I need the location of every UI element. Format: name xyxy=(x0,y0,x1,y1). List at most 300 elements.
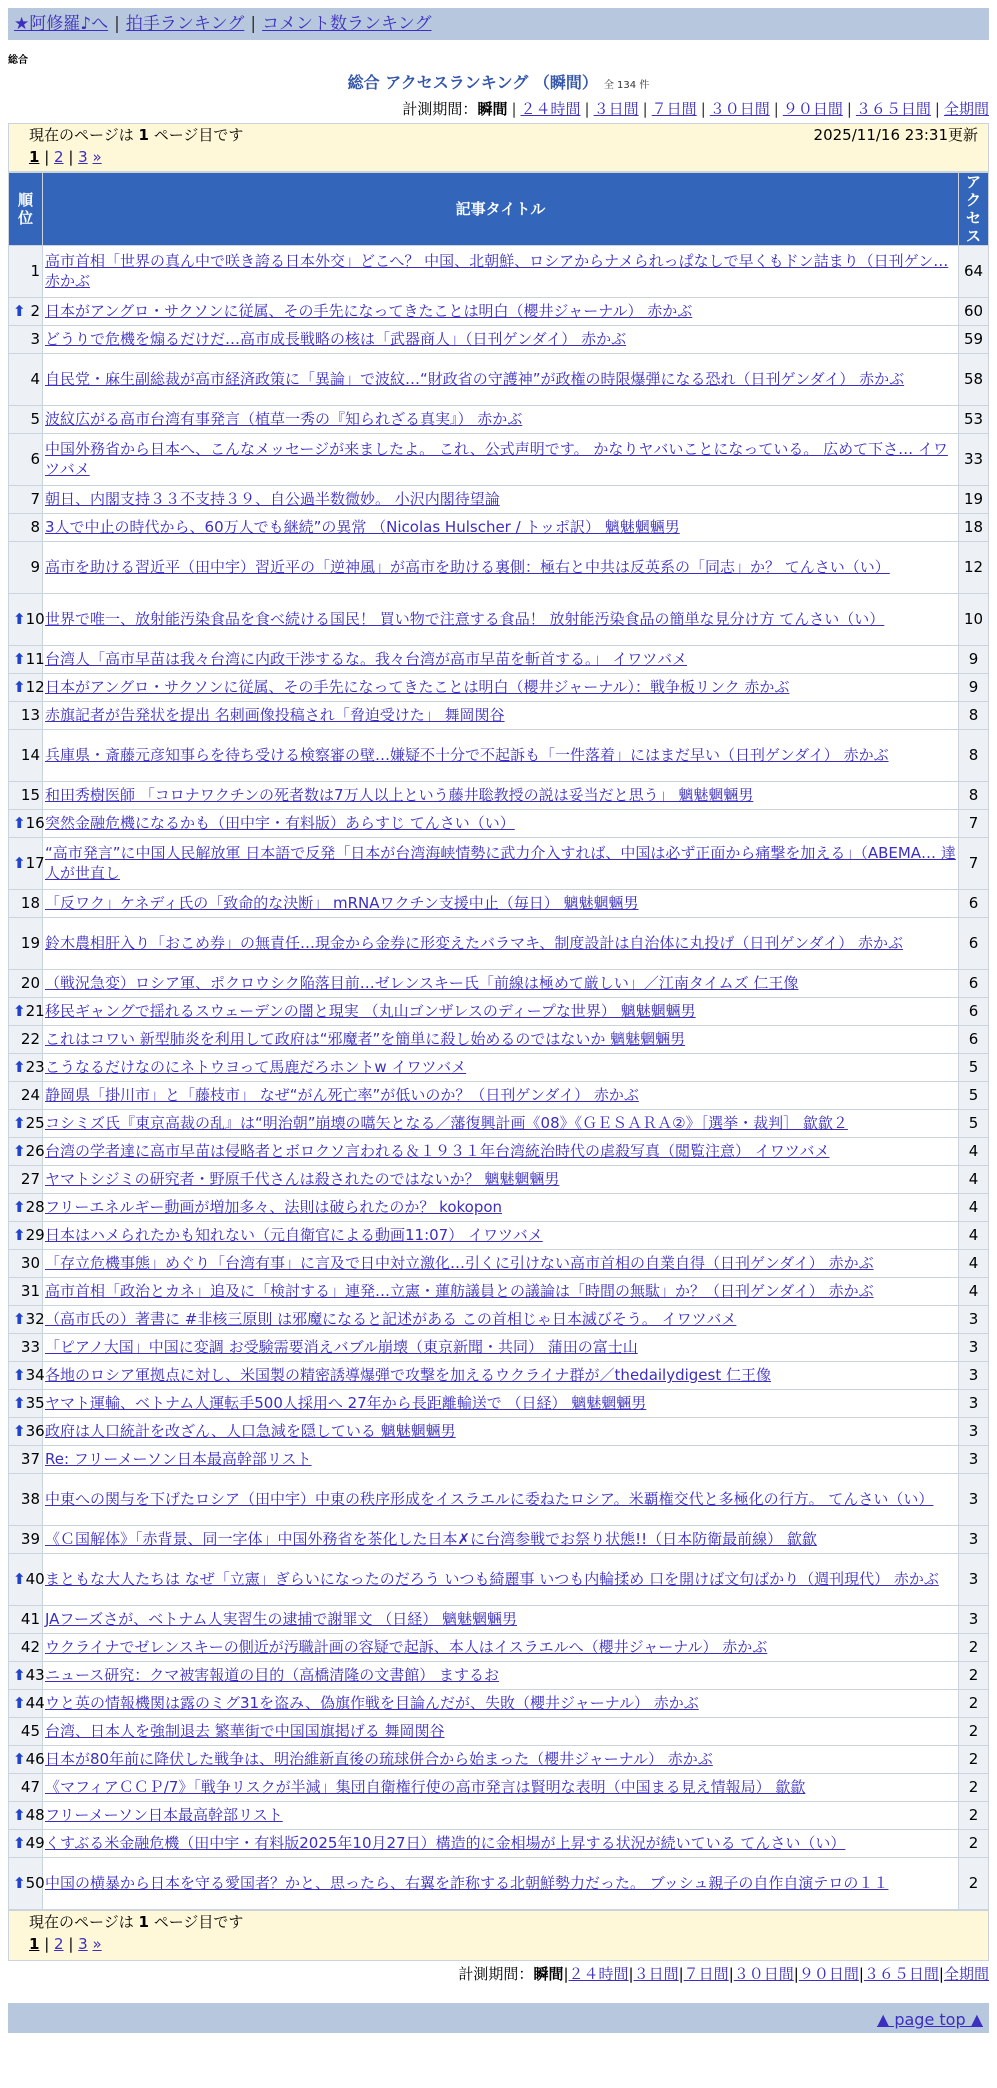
title-cell xyxy=(43,1418,959,1446)
access-count: 7 xyxy=(959,810,989,838)
access-count: 6 xyxy=(959,998,989,1026)
period-option[interactable]: 全期間 xyxy=(943,99,989,118)
rank-up-arrow-icon: ⬆ xyxy=(13,1666,26,1685)
title-cell xyxy=(43,1278,959,1306)
article-link[interactable]: 日本がアングロ・サクソンに従属、その手先になってきたことは明白（櫻井ジャーナル） 赤かぶ xyxy=(45,302,693,321)
access-count: 2 xyxy=(959,1718,989,1746)
access-count: 3 xyxy=(959,1390,989,1418)
updated-time: 2025/11/16 23:31更新 xyxy=(813,126,978,145)
rank-number: 48 xyxy=(25,1806,45,1825)
table-row xyxy=(9,702,989,730)
access-count: 12 xyxy=(959,542,989,594)
table-row xyxy=(9,674,989,702)
table-row xyxy=(9,810,989,838)
rank-cell xyxy=(9,434,43,486)
rank-number: 35 xyxy=(25,1394,45,1413)
article-link[interactable]: 各地のロシア軍拠点に対し、米国製の精密誘導爆弾で攻撃を加えるウクライナ群が／thedailydigest 仁王像 xyxy=(45,1366,771,1385)
article-link[interactable]: 中国外務省から日本へ、こんなメッセージが来ましたよ。 これ、公式声明です。 かなりヤバいことになっている。 広めて下さ… イワツバメ xyxy=(45,440,948,478)
rank-number: 3 xyxy=(30,330,40,349)
article-link[interactable]: これはコワい 新型肺炎を利用して政府は“邪魔者”を簡単に殺し始めるのではないか 魑魅魍魎男 xyxy=(45,1030,686,1049)
rank-cell xyxy=(9,514,43,542)
rank-cell xyxy=(9,1278,43,1306)
table-row xyxy=(9,1634,989,1662)
access-count: 2 xyxy=(959,1802,989,1830)
article-link[interactable]: ニュース研究：クマ被害報道の目的（高橋清隆の文書館） まするお xyxy=(45,1666,500,1685)
ranking-title: 総合 アクセスランキング （瞬間） xyxy=(347,73,598,92)
access-count: 4 xyxy=(959,1138,989,1166)
article-link[interactable]: 「反ワク」ケネディ氏の「致命的な決断」 mRNAワクチン支援中止（毎日） 魑魅魍魎男 xyxy=(45,894,639,913)
access-count: 5 xyxy=(959,1082,989,1110)
table-row xyxy=(9,594,989,646)
rank-cell xyxy=(9,810,43,838)
rank-cell xyxy=(9,1526,43,1554)
rank-up-arrow-icon: ⬆ xyxy=(13,678,26,697)
period-option[interactable]: 全期間 xyxy=(943,1965,989,1984)
rank-cell xyxy=(9,1334,43,1362)
table-row xyxy=(9,730,989,782)
rank-number: 23 xyxy=(25,1058,45,1077)
table-row xyxy=(9,326,989,354)
rank-cell xyxy=(9,1250,43,1278)
rank-cell xyxy=(9,1830,43,1858)
title-cell xyxy=(43,1634,959,1662)
title-cell xyxy=(43,326,959,354)
rank-number: 40 xyxy=(25,1570,45,1589)
rank-up-arrow-icon: ⬆ xyxy=(13,1750,26,1769)
rank-cell xyxy=(9,970,43,998)
article-link[interactable]: 台湾人「高市早苗は我々台湾に内政干渉するな。我々台湾が高市早苗を斬首する。」 イワツバメ xyxy=(45,650,687,669)
access-count: 64 xyxy=(959,246,989,298)
title-cell xyxy=(43,1446,959,1474)
title-cell xyxy=(43,1362,959,1390)
table-row xyxy=(9,1194,989,1222)
pager-current: 1 xyxy=(29,1934,40,1953)
title-cell xyxy=(43,674,959,702)
article-link[interactable]: 台湾、日本人を強制退去 繁華街で中国国旗掲げる 舞岡関谷 xyxy=(45,1722,445,1741)
article-link[interactable]: 移民ギャングで揺れるスウェーデンの闇と現実 （丸山ゴンザレスのディープな世界） 魑魅魍魎男 xyxy=(45,1002,696,1021)
table-row xyxy=(9,970,989,998)
period-option[interactable]: ３６５日間 xyxy=(855,99,931,118)
rank-number: 4 xyxy=(30,370,40,389)
article-link[interactable]: ヤマトシジミの研究者・野原千代さんは殺されたのではないか？ 魑魅魍魎男 xyxy=(45,1170,560,1189)
table-row xyxy=(9,1830,989,1858)
title-cell xyxy=(43,918,959,970)
title-cell xyxy=(43,246,959,298)
rank-number: 5 xyxy=(30,410,40,429)
table-row xyxy=(9,1802,989,1830)
rank-up-arrow-icon: ⬆ xyxy=(13,1422,26,1441)
table-row xyxy=(9,542,989,594)
rank-number: 37 xyxy=(20,1450,40,1469)
access-count: 2 xyxy=(959,1746,989,1774)
title-cell xyxy=(43,1026,959,1054)
current-page-text: 現在のページは 1 ページ目です xyxy=(29,126,244,145)
title-cell xyxy=(43,298,959,326)
table-row xyxy=(9,1222,989,1250)
access-count: 3 xyxy=(959,1334,989,1362)
article-link[interactable]: まともな大人たちは なぜ「立憲」ぎらいになったのだろう いつも綺麗事 いつも内輪揉め 口を開けば文句ばかり（週刊現代） 赤かぶ xyxy=(45,1570,939,1589)
article-link[interactable]: 台湾の学者達に高市早苗は侵略者とボロクソ言われる＆１９３１年台湾統治時代の虐殺写真（閲覧注意） イワツバメ xyxy=(45,1142,830,1161)
page-top-link[interactable]: ▲ page top ▲ xyxy=(876,2010,983,2029)
article-link[interactable]: 和田秀樹医師 「コロナワクチンの死者数は7万人以上という藤井聡教授の説は妥当だと思う」 魑魅魍魎男 xyxy=(45,786,754,805)
table-row xyxy=(9,514,989,542)
rank-number: 1 xyxy=(30,262,40,281)
rank-up-arrow-icon: ⬆ xyxy=(13,854,26,873)
rank-number: 34 xyxy=(25,1366,45,1385)
rank-up-arrow-icon: ⬆ xyxy=(13,814,26,833)
title-cell xyxy=(43,810,959,838)
page-info-box xyxy=(8,123,989,172)
article-link[interactable]: 中国の横暴から日本を守る愛国者？かと、思ったら、右翼を詐称する北朝鮮勢力だった。 ブッシュ親子の自作自演テロの１１ xyxy=(45,1874,889,1893)
rank-cell xyxy=(9,1802,43,1830)
rank-cell xyxy=(9,1194,43,1222)
article-link[interactable]: 高市首相「世界の真ん中で咲き誇る日本外交」どこへ？ 中国、北朝鮮、ロシアからナメられっぱなしで早くもドン詰まり（日刊ゲン… 赤かぶ xyxy=(45,252,949,290)
rank-cell xyxy=(9,998,43,1026)
period-option[interactable]: ２４時間 xyxy=(520,99,581,118)
rank-number: 45 xyxy=(20,1722,40,1741)
period-option[interactable]: ９０日間 xyxy=(798,1965,859,1984)
rank-number: 2 xyxy=(30,302,40,321)
article-link[interactable]: 3人で中止の時代から、60万人でも継続”の異常 （Nicolas Hulscher / トッポ訳） 魑魅魍魎男 xyxy=(45,518,680,537)
pager-current: 1 xyxy=(29,147,40,166)
article-link[interactable]: こうなるだけなのにネトウヨって馬鹿だろホントw イワツバメ xyxy=(45,1058,467,1077)
access-count: 3 xyxy=(959,1306,989,1334)
rank-cell xyxy=(9,1166,43,1194)
article-link[interactable]: ウと英の情報機関は露のミグ31を盗み、偽旗作戦を目論んだが、失敗（櫻井ジャーナル） 赤かぶ xyxy=(45,1694,699,1713)
pager-separator: | xyxy=(63,1934,79,1953)
pager-separator: | xyxy=(63,147,79,166)
table-row xyxy=(9,1138,989,1166)
article-link[interactable]: ウクライナでゼレンスキーの側近が汚職計画の容疑で起訴、本人はイスラエルへ（櫻井ジャーナル） 赤かぶ xyxy=(45,1638,768,1657)
rank-cell xyxy=(9,1746,43,1774)
article-link[interactable]: 「ピアノ大国」中国に変調 お受験需要消えバブル崩壊（東京新聞・共同） 蒲田の富士山 xyxy=(45,1338,638,1357)
pager-link[interactable]: 2 xyxy=(54,1934,64,1953)
nav-separator: | xyxy=(250,13,257,34)
access-count: 10 xyxy=(959,594,989,646)
rank-number: 25 xyxy=(25,1114,45,1133)
period-separator: | xyxy=(700,99,706,118)
rank-number: 12 xyxy=(25,678,45,697)
rank-cell xyxy=(9,542,43,594)
article-link[interactable]: 波紋広がる高市台湾有事発言（植草一秀の『知られざる真実』） 赤かぶ xyxy=(45,410,523,429)
period-label: 計測期間： xyxy=(402,99,478,118)
access-count: 60 xyxy=(959,298,989,326)
access-count: 3 xyxy=(959,1446,989,1474)
access-count: 2 xyxy=(959,1774,989,1802)
access-count: 9 xyxy=(959,646,989,674)
pager-next[interactable]: » xyxy=(92,1934,102,1953)
rank-cell xyxy=(9,646,43,674)
pager-link[interactable]: 2 xyxy=(54,147,64,166)
article-link[interactable]: コシミズ氏『東京高裁の乱』は“明治朝”崩壊の嚆矢となる／藩復興計画《08》《ＧＥＳＡＲＡ②》［選挙・裁判］ 歙歙２ xyxy=(45,1114,848,1133)
rank-number: 21 xyxy=(25,1002,45,1021)
pager-link[interactable]: 3 xyxy=(78,147,88,166)
table-row xyxy=(9,1306,989,1334)
title-cell xyxy=(43,730,959,782)
title-cell xyxy=(43,1774,959,1802)
rank-cell xyxy=(9,326,43,354)
table-row xyxy=(9,434,989,486)
access-count: 53 xyxy=(959,406,989,434)
pager-next[interactable]: » xyxy=(92,147,102,166)
rank-cell xyxy=(9,246,43,298)
rank-cell xyxy=(9,1082,43,1110)
table-row xyxy=(9,1690,989,1718)
pager-top xyxy=(29,148,978,168)
rank-number: 42 xyxy=(20,1638,40,1657)
table-row xyxy=(9,406,989,434)
article-link[interactable]: 政府は人口統計を改ざん、人口急減を隠している 魑魅魍魎男 xyxy=(45,1422,456,1441)
title-cell xyxy=(43,486,959,514)
title-cell xyxy=(43,1526,959,1554)
title-cell xyxy=(43,594,959,646)
article-link[interactable]: 突然金融危機になるかも（田中宇・有料版）あらすじ てんさい（い） xyxy=(45,814,515,833)
rank-number: 36 xyxy=(25,1422,45,1441)
rank-cell xyxy=(9,1554,43,1606)
comment-ranking-link[interactable]: コメント数ランキング xyxy=(262,13,432,34)
total-count: 全 134 件 xyxy=(603,80,650,91)
col-access-header: アクセス xyxy=(959,173,989,246)
access-count: 4 xyxy=(959,1194,989,1222)
rank-number: 18 xyxy=(20,894,40,913)
title-cell xyxy=(43,890,959,918)
access-count: 59 xyxy=(959,326,989,354)
rank-cell xyxy=(9,486,43,514)
rank-up-arrow-icon: ⬆ xyxy=(13,1694,26,1713)
period-option: 瞬間 xyxy=(477,99,508,118)
period-option[interactable]: ３０日間 xyxy=(709,99,770,118)
title-cell xyxy=(43,1166,959,1194)
rank-cell xyxy=(9,918,43,970)
rank-number: 39 xyxy=(20,1530,40,1549)
title-cell xyxy=(43,1474,959,1526)
rank-cell xyxy=(9,1138,43,1166)
title-cell xyxy=(43,406,959,434)
rank-number: 38 xyxy=(20,1490,40,1509)
title-cell xyxy=(43,1054,959,1082)
access-count: 58 xyxy=(959,354,989,406)
rank-number: 27 xyxy=(20,1170,40,1189)
rank-up-arrow-icon: ⬆ xyxy=(13,610,26,629)
rank-cell xyxy=(9,354,43,406)
title-cell xyxy=(43,542,959,594)
title-cell xyxy=(43,1138,959,1166)
pager-bottom xyxy=(29,1935,968,1955)
article-link[interactable]: 静岡県「掛川市」と「藤枝市」 なぜ“がん死亡率”が低いのか？（日刊ゲンダイ） 赤かぶ xyxy=(45,1086,639,1105)
table-row xyxy=(9,782,989,810)
rank-up-arrow-icon: ⬆ xyxy=(13,1874,26,1893)
title-cell xyxy=(43,702,959,730)
pager-separator: | xyxy=(39,147,55,166)
access-count: 6 xyxy=(959,970,989,998)
period-separator: | xyxy=(642,99,648,118)
period-selector-top xyxy=(8,100,989,120)
access-count: 8 xyxy=(959,702,989,730)
rank-number: 20 xyxy=(20,974,40,993)
title-cell xyxy=(43,1082,959,1110)
period-option[interactable]: ７日間 xyxy=(683,1965,729,1984)
table-row xyxy=(9,1278,989,1306)
nav-separator: | xyxy=(114,13,120,34)
rank-number: 50 xyxy=(25,1874,45,1893)
title-cell xyxy=(43,514,959,542)
home-link[interactable]: ★阿修羅♪へ xyxy=(14,13,109,34)
rank-cell xyxy=(9,890,43,918)
period-selector-bottom xyxy=(8,1965,989,1985)
table-row xyxy=(9,1526,989,1554)
article-link[interactable]: （高市氏の）著書に #非核三原則 は邪魔になると記述がある この首相じゃ日本滅びそう。 イワツバメ xyxy=(45,1310,737,1329)
period-option[interactable]: ３０日間 xyxy=(733,1965,794,1984)
article-link[interactable]: 日本が80年前に降伏した戦争は、明治維新直後の琉球併合から始まった（櫻井ジャーナル） 赤かぶ xyxy=(45,1750,713,1769)
rank-cell xyxy=(9,782,43,810)
article-link[interactable]: 《Ｃ国解体》「赤背景、同一字体」中国外務省を茶化した日本✗に台湾参戦でお祭り状態!!（日本防衛最前線） 歙歙 xyxy=(45,1530,817,1549)
page-title xyxy=(0,73,997,94)
ranking-table xyxy=(8,172,989,1910)
rank-number: 19 xyxy=(20,934,40,953)
rank-cell xyxy=(9,594,43,646)
category-label: 総合 xyxy=(8,55,28,66)
rank-up-arrow-icon: ⬆ xyxy=(13,1114,26,1133)
rank-up-arrow-icon: ⬆ xyxy=(13,1570,26,1589)
title-cell xyxy=(43,1690,959,1718)
rank-number: 10 xyxy=(25,610,45,629)
period-option[interactable]: ９０日間 xyxy=(782,99,843,118)
rank-cell xyxy=(9,1306,43,1334)
top-nav-bar xyxy=(8,8,989,40)
access-count: 19 xyxy=(959,486,989,514)
article-link[interactable]: 自民党・麻生副総裁が高市経済政策に「異論」で波紋…“財政省の守護神”が政権の時限爆弾になる恐れ（日刊ゲンダイ） 赤かぶ xyxy=(45,370,905,389)
article-link[interactable]: 「存立危機事態」めぐり「台湾有事」に言及で日中対立激化…引くに引けない高市首相の自業自得（日刊ゲンダイ） 赤かぶ xyxy=(45,1254,874,1273)
period-separator: | xyxy=(728,1965,734,1984)
access-count: 9 xyxy=(959,674,989,702)
period-option[interactable]: ２４時間 xyxy=(568,1965,629,1984)
table-row xyxy=(9,918,989,970)
access-count: 2 xyxy=(959,1858,989,1910)
rank-number: 11 xyxy=(25,650,45,669)
rank-up-arrow-icon: ⬆ xyxy=(13,1198,26,1217)
access-count: 2 xyxy=(959,1634,989,1662)
period-separator: | xyxy=(563,1965,569,1984)
table-row xyxy=(9,1054,989,1082)
access-count: 2 xyxy=(959,1830,989,1858)
rank-number: 7 xyxy=(30,490,40,509)
article-link[interactable]: くすぶる米金融危機（田中宇・有料版2025年10月27日）構造的に金相場が上昇する状況が続いている てんさい（い） xyxy=(45,1834,846,1853)
period-option[interactable]: ７日間 xyxy=(651,99,697,118)
rank-cell xyxy=(9,1054,43,1082)
title-cell xyxy=(43,1830,959,1858)
article-link[interactable]: Re: フリーメーソン日本最高幹部リスト xyxy=(45,1450,312,1469)
article-link[interactable]: “高市発言”に中国人民解放軍 日本語で反発「日本が台湾海峡情勢に武力介入すれば、中国は必ず正面から痛撃を加える」（ABEMA… 達人が世直し xyxy=(45,844,956,882)
table-row xyxy=(9,1082,989,1110)
title-cell xyxy=(43,354,959,406)
article-link[interactable]: フリーエネルギー動画が増加多々、法則は破られたのか？ kokopon xyxy=(45,1198,503,1217)
period-separator: | xyxy=(584,99,590,118)
article-link[interactable]: 《マフィアＣＣＰ/7》「戦争リスクが半減」集団自衛権行使の高市発言は賢明な表明（中国まる見え情報局） 歙歙 xyxy=(45,1778,806,1797)
article-link[interactable]: 鈴木農相肝入り「おこめ券」の無責任…現金から金券に形変えたバラマキ、制度設計は自治体に丸投げ（日刊ゲンダイ） 赤かぶ xyxy=(45,934,903,953)
table-row xyxy=(9,486,989,514)
article-link[interactable]: 高市を助ける習近平（田中宇）習近平の「逆神風」が高市を助ける裏側：極右と中共は反英系の「同志」か？ てんさい（い） xyxy=(45,558,890,577)
rank-cell xyxy=(9,1774,43,1802)
rank-number: 17 xyxy=(25,854,45,873)
rank-up-arrow-icon: ⬆ xyxy=(13,1310,26,1329)
rank-number: 13 xyxy=(20,706,40,725)
access-count: 6 xyxy=(959,890,989,918)
article-link[interactable]: 日本がアングロ・サクソンに従属、その手先になってきたことは明白（櫻井ジャーナル）：戦争板リンク 赤かぶ xyxy=(45,678,790,697)
table-row xyxy=(9,646,989,674)
access-count: 8 xyxy=(959,782,989,810)
article-link[interactable]: 高市首相「政治とカネ」追及に「検討する」連発…立憲・蓮舫議員との議論は「時間の無駄」か？（日刊ゲンダイ） 赤かぶ xyxy=(45,1282,874,1301)
period-separator: | xyxy=(858,1965,864,1984)
article-link[interactable]: どうりで危機を煽るだけだ…高市成長戦略の核は「武器商人」（日刊ゲンダイ） 赤かぶ xyxy=(45,330,627,349)
rank-cell xyxy=(9,1662,43,1690)
article-link[interactable]: 朝日、内閣支持３３不支持３９、自公過半数微妙。 小沢内閣待望論 xyxy=(45,490,500,509)
article-link[interactable]: （戦況急変）ロシア軍、ポクロウシク陥落目前…ゼレンスキー氏「前線は極めて厳しい」／江南タイムズ 仁王像 xyxy=(45,974,799,993)
access-count: 3 xyxy=(959,1606,989,1634)
period-option[interactable]: ３日間 xyxy=(593,99,639,118)
table-row xyxy=(9,1334,989,1362)
table-row xyxy=(9,1250,989,1278)
table-row xyxy=(9,1474,989,1526)
period-option[interactable]: ３日間 xyxy=(633,1965,679,1984)
article-link[interactable]: 世界で唯一、放射能汚染食品を食べ続ける国民！ 買い物で注意する食品！ 放射能汚染食品の簡単な見分け方 てんさい（い） xyxy=(45,610,885,629)
table-row xyxy=(9,1026,989,1054)
access-count: 2 xyxy=(959,1662,989,1690)
article-link[interactable]: フリーメーソン日本最高幹部リスト xyxy=(45,1806,283,1825)
title-cell xyxy=(43,1334,959,1362)
period-separator: | xyxy=(628,1965,634,1984)
access-count: 3 xyxy=(959,1554,989,1606)
table-row xyxy=(9,1662,989,1690)
article-link[interactable]: 兵庫県・斎藤元彦知事らを待ち受ける検察審の壁…嫌疑不十分で不起訴も「一件落着」にはまだ早い（日刊ゲンダイ） 赤かぶ xyxy=(45,746,889,765)
title-cell xyxy=(43,970,959,998)
rank-up-arrow-icon: ⬆ xyxy=(13,650,26,669)
rank-cell xyxy=(9,1418,43,1446)
period-separator: | xyxy=(793,1965,799,1984)
access-count: 3 xyxy=(959,1418,989,1446)
article-link[interactable]: 赤旗記者が告発状を提出 名刺画像投稿され「脅迫受けた」 舞岡関谷 xyxy=(45,706,505,725)
rank-number: 32 xyxy=(25,1310,45,1329)
table-row xyxy=(9,890,989,918)
rank-cell xyxy=(9,1390,43,1418)
table-row xyxy=(9,1554,989,1606)
pager-link[interactable]: 3 xyxy=(78,1934,88,1953)
rank-number: 44 xyxy=(25,1694,45,1713)
rank-cell xyxy=(9,838,43,890)
clap-ranking-link[interactable]: 拍手ランキング xyxy=(125,13,245,34)
access-count: 4 xyxy=(959,1222,989,1250)
access-count: 3 xyxy=(959,1362,989,1390)
rank-number: 31 xyxy=(20,1282,40,1301)
rank-number: 26 xyxy=(25,1142,45,1161)
table-row xyxy=(9,354,989,406)
article-link[interactable]: JAフーズさが、ベトナム人実習生の逮捕で謝罪文 （日経） 魑魅魍魎男 xyxy=(45,1610,518,1629)
access-count: 18 xyxy=(959,514,989,542)
article-link[interactable]: 日本はハメられたかも知れない（元自衛官による動画11:07） イワツバメ xyxy=(45,1226,543,1245)
table-row xyxy=(9,838,989,890)
title-cell xyxy=(43,1390,959,1418)
period-option[interactable]: ３６５日間 xyxy=(863,1965,939,1984)
rank-up-arrow-icon: ⬆ xyxy=(13,1142,26,1161)
rank-up-arrow-icon: ⬆ xyxy=(13,1834,26,1853)
article-link[interactable]: ヤマト運輸、ベトナム人運転手500人採用へ 27年から長距離輸送で （日経） 魑魅魍魎男 xyxy=(45,1394,647,1413)
rank-number: 47 xyxy=(20,1778,40,1797)
article-link[interactable]: 中東への関与を下げたロシア（田中宇）中東の秩序形成をイスラエルに委ねたロシア。米覇権交代と多極化の行方。 てんさい（い） xyxy=(45,1490,934,1509)
rank-number: 28 xyxy=(25,1198,45,1217)
rank-cell xyxy=(9,1606,43,1634)
access-count: 3 xyxy=(959,1474,989,1526)
table-row xyxy=(9,246,989,298)
title-cell xyxy=(43,646,959,674)
